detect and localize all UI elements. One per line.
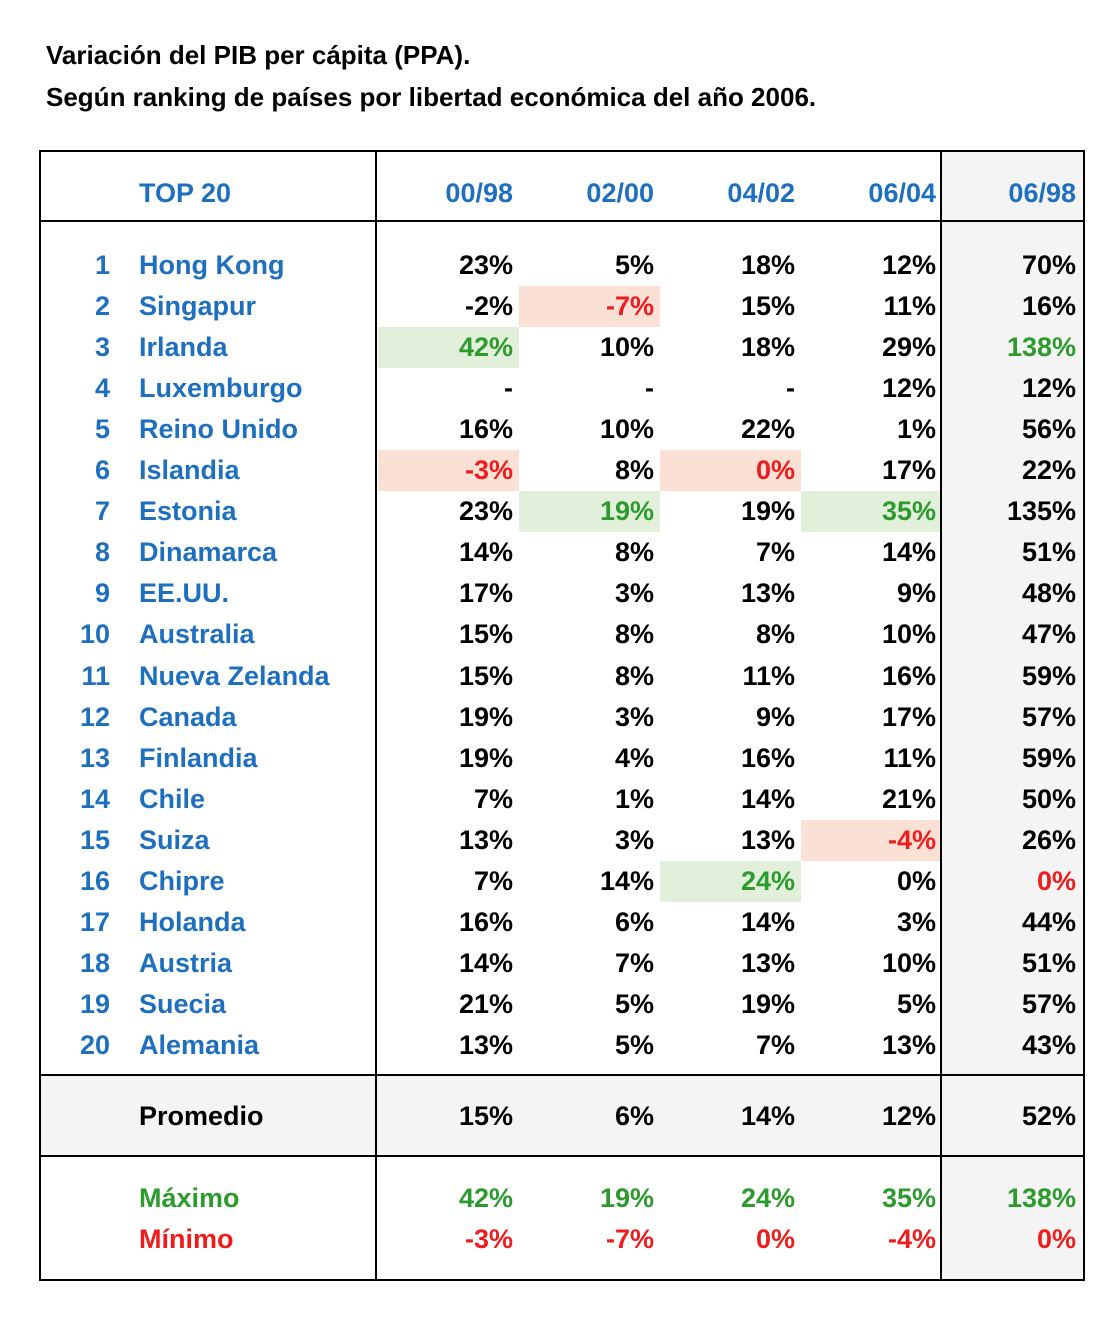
rank-number: 3: [94, 332, 110, 362]
country-name: Reino Unido: [139, 414, 298, 444]
value-cell: 1%: [614, 784, 654, 814]
value-cell: 5%: [896, 989, 936, 1019]
value-cell: 10%: [599, 414, 654, 444]
rank-number: 11: [81, 661, 110, 691]
country-name: Finlandia: [139, 743, 258, 773]
header-col-0200: 02/00: [586, 178, 654, 208]
value-cell: 10%: [881, 948, 936, 978]
value-cell: 8%: [614, 661, 654, 691]
rank-number: 16: [79, 866, 110, 896]
value-cell: 9%: [755, 702, 795, 732]
value-cell: 19%: [740, 496, 795, 526]
promedio-value: 12%: [881, 1101, 936, 1131]
minimo-value: 0%: [1036, 1224, 1076, 1254]
value-cell: 15%: [740, 291, 795, 321]
value-cell: -: [504, 373, 513, 403]
minimo-value: 0%: [755, 1224, 795, 1254]
maximo-value: 35%: [881, 1183, 936, 1213]
value-cell: 8%: [614, 455, 654, 485]
minimo-value: -4%: [887, 1224, 936, 1254]
value-cell: 14%: [458, 537, 513, 567]
value-cell: 17%: [881, 702, 936, 732]
value-cell: 1%: [896, 414, 936, 444]
country-name: Irlanda: [139, 332, 228, 362]
promedio-value: 14%: [740, 1101, 795, 1131]
value-cell: 50%: [1021, 784, 1076, 814]
value-cell: 4%: [614, 743, 654, 773]
promedio-value: 15%: [458, 1101, 513, 1131]
header-col-0698: 06/98: [1008, 178, 1076, 208]
value-cell: 24%: [660, 861, 801, 902]
value-cell: 14%: [740, 784, 795, 814]
rank-number: 9: [94, 578, 110, 608]
value-cell: 47%: [1021, 619, 1076, 649]
value-cell: 11%: [883, 291, 936, 321]
value-cell: 9%: [896, 578, 936, 608]
value-cell: 135%: [1006, 496, 1076, 526]
value-cell: 14%: [740, 907, 795, 937]
value-cell: 17%: [881, 455, 936, 485]
country-name: Holanda: [139, 907, 246, 937]
value-cell: 29%: [881, 332, 936, 362]
country-name: Austria: [139, 948, 233, 978]
rank-number: 12: [79, 702, 110, 732]
rank-number: 19: [79, 989, 110, 1019]
value-cell: 16%: [458, 907, 513, 937]
value-cell: 42%: [378, 327, 519, 368]
value-cell: 7%: [473, 866, 513, 896]
value-cell: 12%: [881, 250, 936, 280]
country-name: Alemania: [139, 1030, 260, 1060]
title-line-1: Variación del PIB per cápita (PPA).: [46, 40, 471, 70]
value-cell: 22%: [1021, 455, 1076, 485]
country-name: Chile: [139, 784, 206, 814]
value-cell: 0%: [660, 450, 801, 491]
value-cell: -: [645, 373, 654, 403]
value-cell: 18%: [740, 332, 795, 362]
rank-number: 18: [79, 948, 110, 978]
value-cell: 70%: [1021, 250, 1076, 280]
value-cell: 23%: [458, 496, 513, 526]
table-frame: [39, 150, 1085, 1281]
value-cell: 17%: [458, 578, 513, 608]
maximo-label: Máximo: [139, 1183, 240, 1213]
value-cell: 18%: [740, 250, 795, 280]
country-name: Singapur: [139, 291, 257, 321]
value-cell: 10%: [599, 332, 654, 362]
country-name: Luxemburgo: [139, 373, 303, 403]
divider-promedio-bottom: [39, 1155, 1085, 1157]
value-cell: 11%: [742, 661, 795, 691]
rank-number: 2: [94, 291, 110, 321]
rank-number: 13: [79, 743, 110, 773]
divider-vertical-left: [375, 150, 377, 1281]
divider-header: [39, 220, 1085, 222]
value-cell: 16%: [1021, 291, 1076, 321]
value-cell: 11%: [883, 743, 936, 773]
value-cell: 13%: [881, 1030, 936, 1060]
value-cell: 13%: [458, 1030, 513, 1060]
value-cell: 51%: [1021, 948, 1076, 978]
value-cell: 5%: [614, 1030, 654, 1060]
rank-number: 1: [94, 250, 110, 280]
value-cell: 59%: [1021, 661, 1076, 691]
value-cell: 16%: [881, 661, 936, 691]
country-name: Suiza: [139, 825, 210, 855]
value-cell: 43%: [1021, 1030, 1076, 1060]
value-cell: 16%: [458, 414, 513, 444]
value-cell: 16%: [740, 743, 795, 773]
value-cell: 19%: [519, 491, 660, 532]
rank-number: 8: [94, 537, 110, 567]
value-cell: 3%: [896, 907, 936, 937]
value-cell: 7%: [755, 1030, 795, 1060]
value-cell: 5%: [614, 250, 654, 280]
minimo-value: -3%: [464, 1224, 513, 1254]
header-top20: TOP 20: [139, 178, 232, 208]
value-cell: 21%: [881, 784, 936, 814]
header-col-0604: 06/04: [868, 178, 936, 208]
value-cell: 7%: [614, 948, 654, 978]
value-cell: 56%: [1021, 414, 1076, 444]
value-cell: 44%: [1021, 907, 1076, 937]
value-cell: -7%: [519, 286, 660, 327]
value-cell: 3%: [614, 825, 654, 855]
value-cell: 19%: [740, 989, 795, 1019]
value-cell: 7%: [473, 784, 513, 814]
maximo-value: 138%: [1006, 1183, 1076, 1213]
rank-number: 15: [79, 825, 110, 855]
rank-number: 6: [94, 455, 110, 485]
rank-number: 10: [79, 619, 110, 649]
value-cell: 35%: [801, 491, 942, 532]
value-cell: 59%: [1021, 743, 1076, 773]
value-cell: 7%: [755, 537, 795, 567]
country-name: Estonia: [139, 496, 237, 526]
rank-number: 7: [94, 496, 110, 526]
maximo-value: 42%: [458, 1183, 513, 1213]
header-col-0402: 04/02: [727, 178, 795, 208]
value-cell: 3%: [614, 578, 654, 608]
country-name: Dinamarca: [139, 537, 278, 567]
value-cell: 26%: [1021, 825, 1076, 855]
divider-vertical-right: [940, 150, 942, 1281]
minimo-label: Mínimo: [139, 1224, 234, 1254]
value-cell: 13%: [740, 578, 795, 608]
value-cell: 51%: [1021, 537, 1076, 567]
country-name: Nueva Zelanda: [139, 661, 330, 691]
value-cell: 13%: [458, 825, 513, 855]
value-cell: 12%: [881, 373, 936, 403]
value-cell: 6%: [614, 907, 654, 937]
value-cell: 138%: [1006, 332, 1076, 362]
rank-number: 14: [79, 784, 110, 814]
country-name: Islandia: [139, 455, 240, 485]
value-cell: 19%: [458, 702, 513, 732]
promedio-value: 6%: [614, 1101, 654, 1131]
value-cell: 14%: [881, 537, 936, 567]
value-cell: 5%: [614, 989, 654, 1019]
value-cell: 8%: [755, 619, 795, 649]
value-cell: 3%: [614, 702, 654, 732]
value-cell: 10%: [881, 619, 936, 649]
divider-promedio-top: [39, 1074, 1085, 1076]
value-cell: 22%: [740, 414, 795, 444]
page-title: [46, 34, 816, 118]
value-cell: 14%: [599, 866, 654, 896]
value-cell: 12%: [1021, 373, 1076, 403]
value-cell: 57%: [1021, 989, 1076, 1019]
country-name: EE.UU.: [139, 578, 230, 608]
value-cell: 21%: [458, 989, 513, 1019]
value-cell: 13%: [740, 948, 795, 978]
value-cell: 8%: [614, 537, 654, 567]
rank-number: 4: [94, 373, 110, 403]
rank-number: 17: [79, 907, 110, 937]
value-cell: -: [786, 373, 795, 403]
value-cell: -2%: [464, 291, 513, 321]
maximo-value: 24%: [740, 1183, 795, 1213]
value-cell: 23%: [458, 250, 513, 280]
value-cell: 15%: [458, 619, 513, 649]
country-name: Hong Kong: [139, 250, 285, 280]
promedio-value: 52%: [1021, 1101, 1076, 1131]
minimo-value: -7%: [605, 1224, 654, 1254]
value-cell: 19%: [458, 743, 513, 773]
country-name: Suecia: [139, 989, 227, 1019]
rank-number: 20: [79, 1030, 110, 1060]
value-cell: 8%: [614, 619, 654, 649]
maximo-value: 19%: [599, 1183, 654, 1213]
value-cell: 0%: [896, 866, 936, 896]
value-cell: 48%: [1021, 578, 1076, 608]
country-name: Australia: [139, 619, 255, 649]
value-cell: -3%: [378, 450, 519, 491]
value-cell: 15%: [458, 661, 513, 691]
country-name: Canada: [139, 702, 237, 732]
header-col-0098: 00/98: [445, 178, 513, 208]
value-cell: 14%: [458, 948, 513, 978]
value-cell: 13%: [740, 825, 795, 855]
promedio-label: Promedio: [139, 1101, 264, 1131]
title-line-2: Según ranking de países por libertad económica del año 2006.: [46, 82, 817, 112]
value-cell: -4%: [801, 820, 942, 861]
rank-number: 5: [94, 414, 110, 444]
country-name: Chipre: [139, 866, 225, 896]
value-cell: 57%: [1021, 702, 1076, 732]
value-cell: 0%: [1036, 866, 1076, 896]
